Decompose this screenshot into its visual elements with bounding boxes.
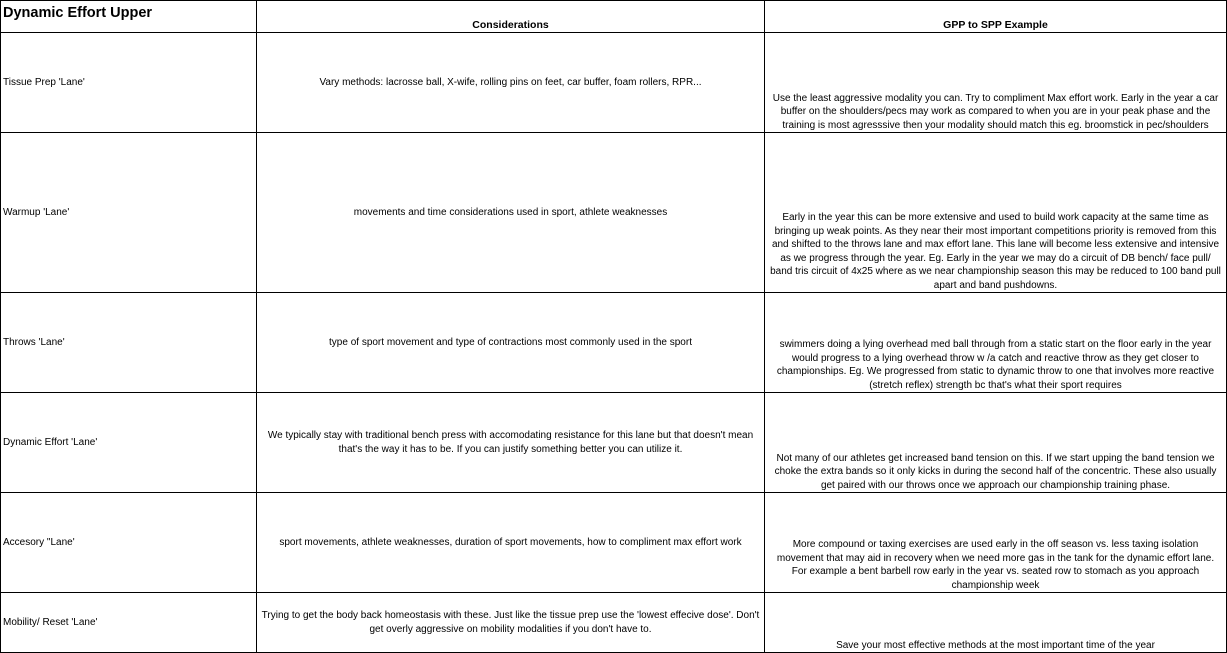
considerations-header-cell[interactable]: Considerations [257, 1, 765, 33]
example-cell[interactable]: More compound or taxing exercises are used early in the off season vs. less taxing isolation movement that may aid in recovery when we need more gas in the tank for the dynamic effort lane. For example a bent barbell row early in the year vs. seated row to stomach as you approach championship week [765, 493, 1227, 593]
considerations-cell[interactable]: movements and time considerations used in sport, athlete weaknesses [257, 133, 765, 293]
table-row [1, 133, 1227, 293]
example-cell[interactable]: Not many of our athletes get increased band tension on this. If we start upping the band tension we choke the extra bands so it only kicks in during the second half of the concentric. These also usually get paired with our throws once we approach our championship training phase. [765, 393, 1227, 493]
table-row [1, 293, 1227, 393]
considerations-cell[interactable]: type of sport movement and type of contractions most commonly used in the sport [257, 293, 765, 393]
considerations-cell[interactable]: Trying to get the body back homeostasis with these. Just like the tissue prep use the 'lowest effecive dose'. Don't get overly aggressive on mobility modalities if you don't have to. [257, 593, 765, 653]
example-cell[interactable]: Early in the year this can be more extensive and used to build work capacity at the same time as bringing up weak points. As they near their most important competitions priority is removed from this and shifted to the throws lane and max effort lane. This lane will become less extensive and intensive as we progress through the year. Eg. Early in the year we may do a circuit of DB bench/ face pull/ band tris circuit of 4x25 where as we near championship season this may be reduced to 100 band pull apart and band pushdowns. [765, 133, 1227, 293]
header-row [1, 1, 1227, 33]
lane-name-cell[interactable]: Accesory "Lane' [1, 493, 257, 593]
considerations-cell[interactable]: sport movements, athlete weaknesses, duration of sport movements, how to compliment max effort work [257, 493, 765, 593]
lane-name-cell[interactable]: Warmup 'Lane' [1, 133, 257, 293]
considerations-cell[interactable]: We typically stay with traditional bench press with accomodating resistance for this lane but that doesn't mean that's the way it has to be. If you can justify something better you can utilize it. [257, 393, 765, 493]
table-row [1, 393, 1227, 493]
lane-name-cell[interactable]: Dynamic Effort 'Lane' [1, 393, 257, 493]
lane-name-cell[interactable]: Mobility/ Reset 'Lane' [1, 593, 257, 653]
table-row [1, 33, 1227, 133]
example-cell[interactable]: Save your most effective methods at the most important time of the year [765, 593, 1227, 653]
lane-name-cell[interactable]: Tissue Prep 'Lane' [1, 33, 257, 133]
example-header-cell[interactable]: GPP to SPP Example [765, 1, 1227, 33]
table-row [1, 593, 1227, 653]
sheet-title-cell[interactable]: Dynamic Effort Upper [1, 1, 257, 33]
example-cell[interactable]: Use the least aggressive modality you can. Try to compliment Max effort work. Early in the year a car buffer on the shoulders/pecs may work as compared to when you are in your peak phase and the training is most agresssive then your modality should match this eg. broomstick in pec/shoulders [765, 33, 1227, 133]
considerations-cell[interactable]: Vary methods: lacrosse ball, X-wife, rolling pins on feet, car buffer, foam rollers, RPR... [257, 33, 765, 133]
example-cell[interactable]: swimmers doing a lying overhead med ball through from a static start on the floor early in the year would progress to a lying overhead throw w /a catch and reactive throw as they get closer to championships. Eg. We progressed from static to dynamic throw to one that involves more reactive (stretch reflex) strength bc that's what their sport requires [765, 293, 1227, 393]
table-row [1, 493, 1227, 593]
lane-name-cell[interactable]: Throws 'Lane' [1, 293, 257, 393]
